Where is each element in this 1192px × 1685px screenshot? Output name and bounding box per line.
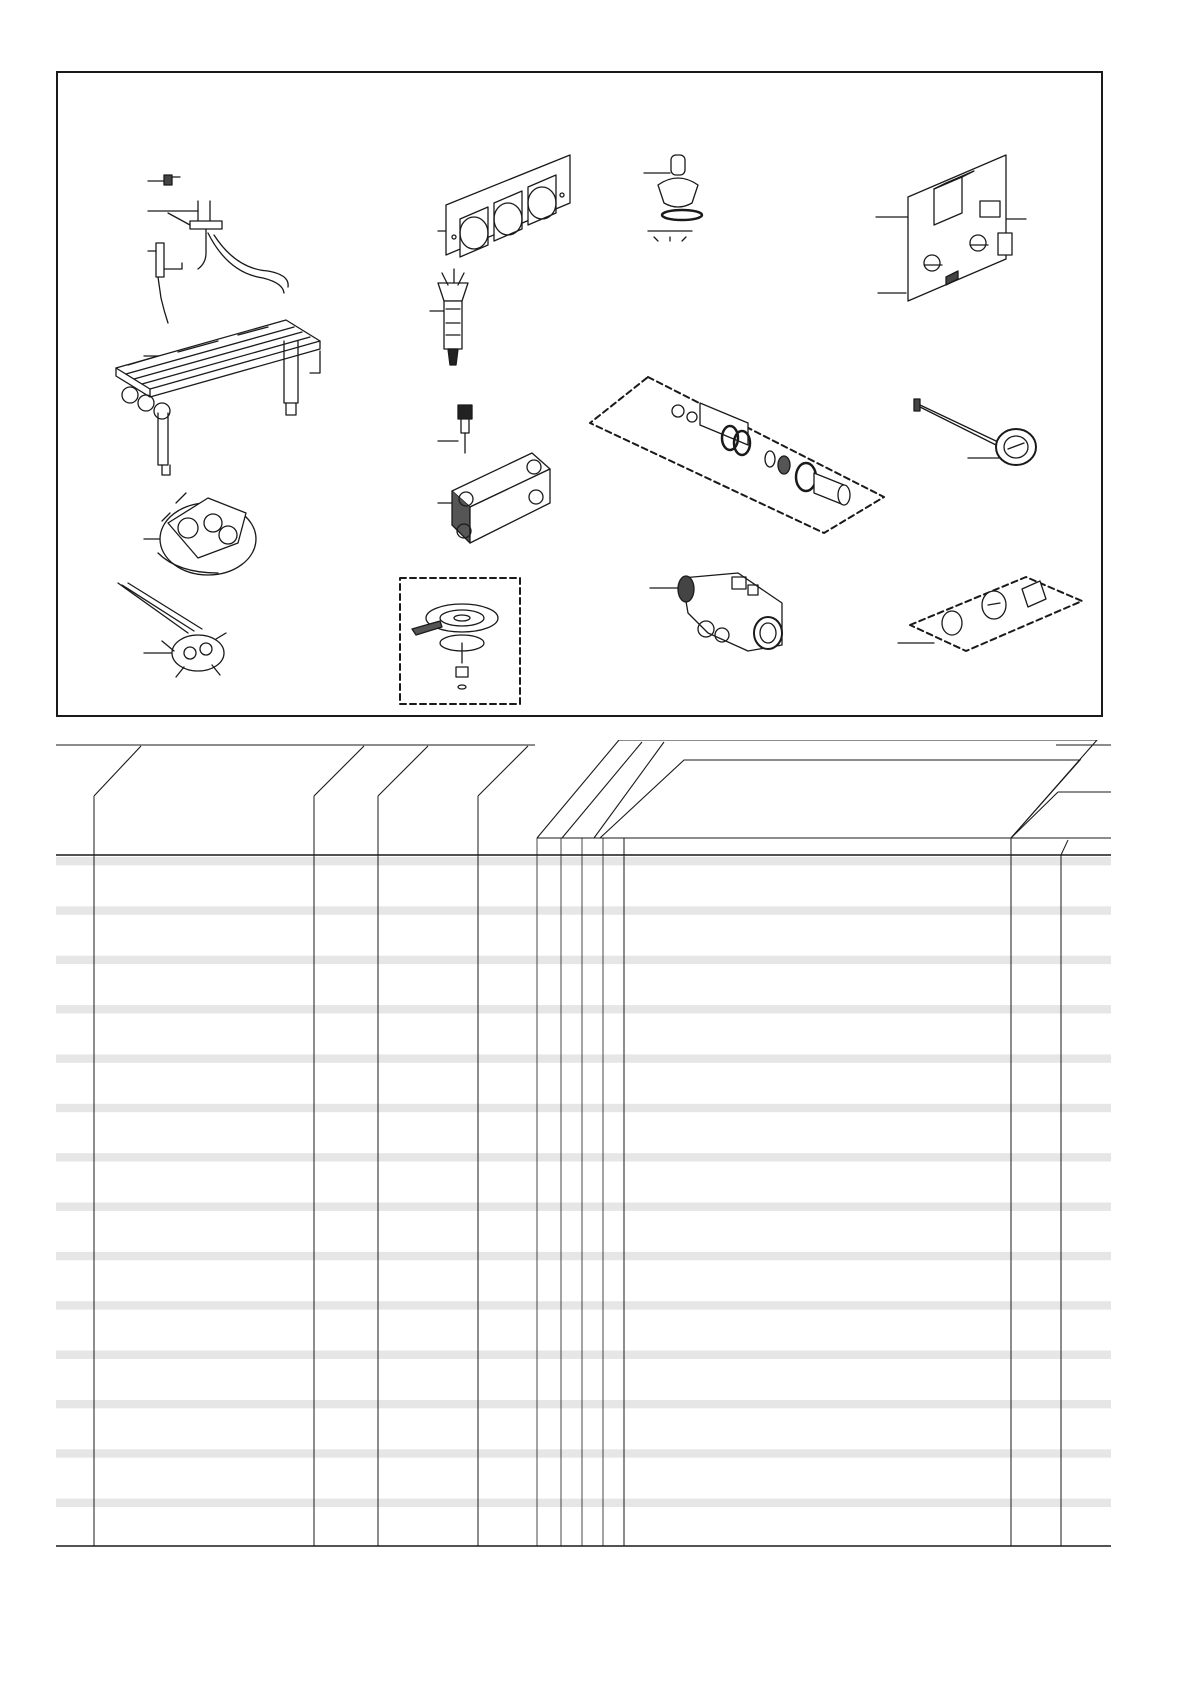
parts-table-grid	[56, 740, 1111, 1550]
clip-part	[148, 175, 180, 185]
table-row	[56, 1104, 1111, 1112]
ignition-electrode-part	[148, 201, 288, 323]
table-row	[56, 1301, 1111, 1309]
table-row	[56, 906, 1111, 914]
raised-header-outer	[537, 740, 1097, 838]
valve-seal-kit-part	[590, 377, 884, 533]
header-slant-1	[94, 746, 141, 796]
hydraulic-block-part	[650, 573, 782, 651]
control-pcb-part	[876, 155, 1026, 301]
table-row	[56, 1203, 1111, 1211]
table-row	[56, 1400, 1111, 1408]
raised-header-inner	[600, 760, 1080, 838]
raised-header-slant-b	[594, 742, 664, 838]
sensor-part	[438, 405, 472, 453]
table-row	[56, 1351, 1111, 1359]
fan-part	[118, 583, 226, 677]
table-row	[56, 1499, 1111, 1507]
knob-kit-part	[898, 577, 1082, 651]
parts-diagram	[58, 73, 1105, 719]
gas-valve-part	[438, 155, 570, 257]
pump-part	[144, 493, 256, 575]
raised-header-right-slant	[1011, 792, 1058, 838]
table-row	[56, 1054, 1111, 1062]
table-row	[56, 1252, 1111, 1260]
temperature-probe-part	[914, 399, 1036, 465]
raised-header-slant-a	[562, 742, 642, 838]
table-row	[56, 1449, 1111, 1457]
plate-heat-exchanger-part	[438, 453, 550, 543]
table-row	[56, 1153, 1111, 1161]
air-vent-part	[644, 155, 702, 241]
diaphragm-kit-part	[400, 578, 520, 704]
parts-diagram-frame	[56, 71, 1103, 717]
cartridge-valve-part	[430, 269, 468, 365]
table-row	[56, 1005, 1111, 1013]
table-row	[56, 857, 1111, 865]
table-column-stub	[1061, 840, 1068, 855]
header-slant-3	[378, 746, 428, 796]
header-slant-2	[314, 746, 364, 796]
parts-table	[56, 740, 1111, 1550]
header-slant-4	[478, 746, 528, 796]
heat-exchanger-part	[116, 320, 320, 475]
table-row-shades	[56, 857, 1111, 1507]
table-row	[56, 956, 1111, 964]
